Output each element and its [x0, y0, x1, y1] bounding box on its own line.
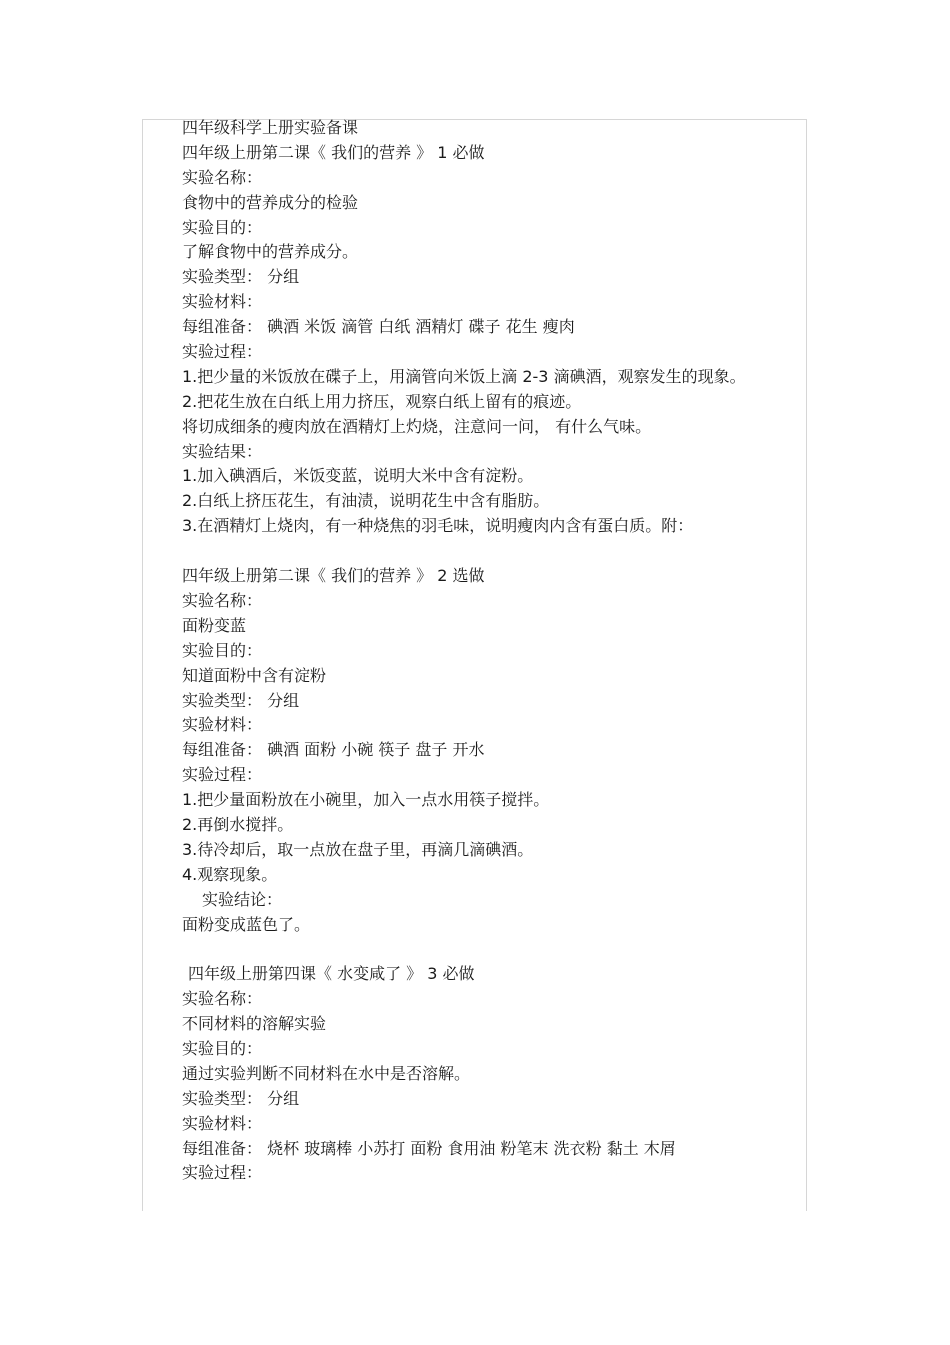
- text-line: 实验结果：: [182, 441, 263, 461]
- text-line: 实验过程：: [182, 765, 263, 785]
- text-line: 实验过程：: [182, 342, 263, 362]
- text-line-wrapped: 1.把少量的米饭放在碟子上，用滴管向米饭上滴 2-3 滴碘酒，观察发生的现象。: [182, 366, 746, 386]
- text-line: 1.把少量面粉放在小碗里，加入一点水用筷子搅拌。: [182, 790, 550, 810]
- text-line: 实验材料：: [182, 292, 263, 312]
- text-line: 实验材料：: [182, 715, 263, 735]
- section-heading: 四年级上册第二课《 我们的营养 》 1 必做: [182, 142, 485, 162]
- text-line: 每组准备： 烧杯 玻璃棒 小苏打 面粉 食用油 粉笔末 洗衣粉 黏土 木屑: [182, 1138, 676, 1158]
- text-line: 实验类型： 分组: [182, 690, 300, 710]
- section-heading: 四年级上册第二课《 我们的营养 》 2 选做: [182, 566, 485, 586]
- text-line: 不同材料的溶解实验: [182, 1014, 327, 1034]
- text-line: 知道面粉中含有淀粉: [182, 665, 327, 685]
- text-line: 面粉变蓝: [182, 615, 247, 635]
- section-heading: 四年级上册第四课《 水变咸了 》 3 必做: [188, 964, 475, 984]
- text-line: 每组准备： 碘酒 米饭 滴管 白纸 酒精灯 碟子 花生 瘦肉: [182, 317, 575, 337]
- text-line: 实验名称：: [182, 590, 263, 610]
- text-line: 实验目的：: [182, 1038, 263, 1058]
- text-line: 实验材料：: [182, 1113, 263, 1133]
- text-line: 将切成细条的瘦肉放在酒精灯上灼烧，注意问一问， 有什么气味。: [182, 416, 652, 436]
- document-title: 四年级科学上册实验备课: [182, 118, 359, 137]
- text-line: 通过实验判断不同材料在水中是否溶解。: [182, 1063, 471, 1083]
- text-line: 面粉变成蓝色了。: [182, 914, 311, 934]
- text-line: 4.观察现象。: [182, 864, 278, 884]
- text-line: 实验名称：: [182, 989, 263, 1009]
- text-line: 实验过程：: [182, 1163, 263, 1183]
- document-body: [182, 116, 802, 1186]
- text-line: 实验结论：: [202, 889, 283, 909]
- text-line: 1.加入碘酒后，米饭变蓝，说明大米中含有淀粉。: [182, 466, 534, 486]
- text-line: 实验目的：: [182, 640, 263, 660]
- text-line: 2.白纸上挤压花生，有油渍，说明花生中含有脂肪。: [182, 491, 550, 511]
- spacer: [182, 539, 802, 564]
- text-line: 2.把花生放在白纸上用力挤压，观察白纸上留有的痕迹。: [182, 391, 582, 411]
- text-line: 每组准备： 碘酒 面粉 小碗 筷子 盘子 开水: [182, 740, 485, 760]
- text-line: 2.再倒水搅拌。: [182, 814, 294, 834]
- text-line: 3.待冷却后，取一点放在盘子里，再滴几滴碘酒。: [182, 839, 534, 859]
- text-line: 实验目的：: [182, 217, 263, 237]
- text-line: 实验类型： 分组: [182, 1088, 300, 1108]
- text-line: 了解食物中的营养成分。: [182, 242, 359, 262]
- spacer: [182, 937, 802, 962]
- text-line: 3.在酒精灯上烧肉，有一种烧焦的羽毛味，说明瘦肉内含有蛋白质。附：: [182, 516, 694, 536]
- text-line: 实验名称：: [182, 167, 263, 187]
- text-line: 食物中的营养成分的检验: [182, 192, 359, 212]
- text-line: 实验类型： 分组: [182, 267, 300, 287]
